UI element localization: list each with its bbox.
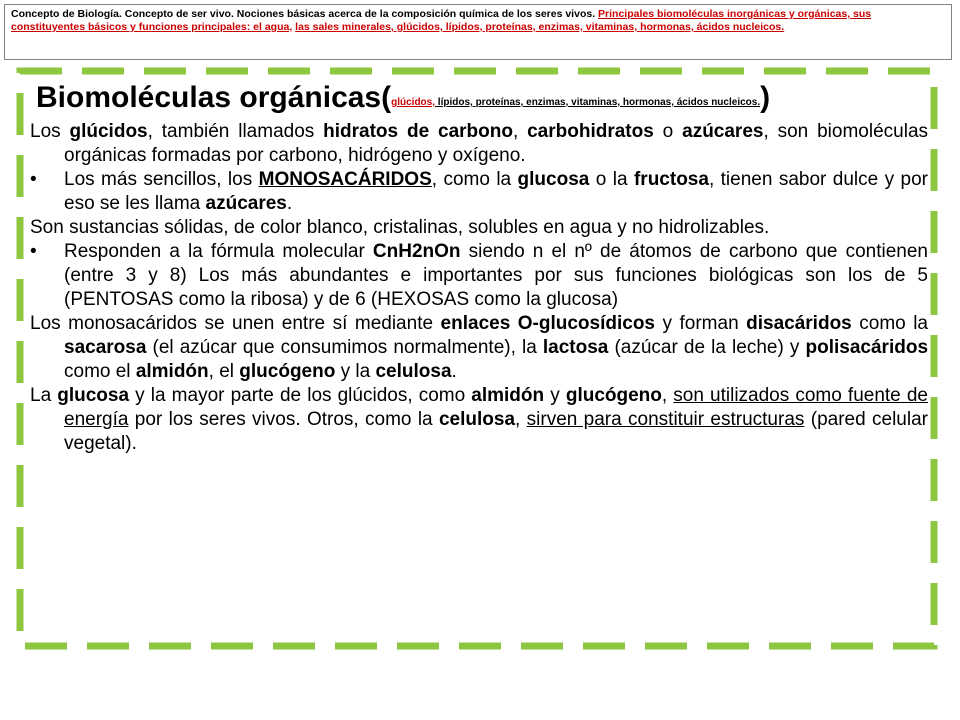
header-link-b[interactable]: las sales minerales [295,21,391,33]
bold-term: glucosa [517,169,590,190]
bold-term: polisacáridos [805,337,929,358]
text: como la [851,313,928,334]
bullet-formula [30,240,928,312]
text: , son biomoléculas orgánicas formadas por carbono, hidrógeno y oxígeno. [64,121,929,166]
header-link-c[interactable]: , glúcidos, lípidos, proteínas, enzimas, vitaminas, hormonas, ácidos nucleicos. [390,21,785,33]
text: como el [64,361,136,382]
bold-term: hidratos de carbono [323,121,513,142]
bold-term: azúcares [682,121,764,142]
bold-term: glucosa [57,385,130,406]
bullet-dot: • [30,169,37,190]
bold-term: almidón [135,361,209,382]
text: , el [208,361,240,382]
bullet-dot: • [30,241,37,262]
bold-term: glucógeno [565,385,662,406]
title-close: ) [760,81,771,114]
bold-term: enlaces O-glucosídicos [440,313,656,334]
header-plain-text: Concepto de Biología. Concepto de ser vivo. Nociones básicas acerca de la composición química de los seres vivos. [11,8,596,20]
bold-term: celulosa [438,409,516,430]
text: Son sustancias sólidas, de color blanco, cristalinas, solubles en agua y no hidrolizables. [30,217,770,238]
bold-term: fructosa [633,169,709,190]
text: . [286,193,293,214]
bold-term: lactosa [542,337,609,358]
text: (pared celular vegetal). [64,409,928,454]
text: y forman [655,313,747,334]
bold-term: carbohidratos [527,121,654,142]
slide-body [30,120,928,456]
title-link-rest[interactable]: lípidos, proteínas, enzimas, vitaminas, hormonas, ácidos nucleicos. [435,97,761,108]
bold-term: sacarosa [64,337,147,358]
paragraph-enlaces [30,312,928,384]
header-link-a[interactable]: Principales biomoléculas inorgánicas y orgánicas, sus constituyentes básicos y funciones principales: el agua, [11,8,872,33]
text: , también llamados [147,121,324,142]
text: (el azúcar que consumimos normalmente), la [146,337,543,358]
text: La [30,385,58,406]
text: Los monosacáridos se unen entre sí mediante [30,313,441,334]
bold-term: CnH2nOn [372,241,461,262]
bold-term: glucógeno [239,361,336,382]
text: por los seres vivos. Otros, como la [128,409,439,430]
paragraph-propiedades [30,216,928,240]
bold-term: celulosa [375,361,452,382]
bullet-monosacaridos [30,168,928,216]
title-subtopics [391,97,760,108]
text: , [512,121,528,142]
bold-term: almidón [471,385,545,406]
text: y la [335,361,376,382]
underlined-text: sirven para constituir estructuras [526,409,805,430]
text: o [653,121,683,142]
text: , [515,409,527,430]
text: y [544,385,566,406]
title-main: Biomoléculas orgánicas( [36,81,392,114]
text: o la [589,169,634,190]
text: Los [30,121,70,142]
bold-underlined-term: MONOSACÁRIDOS [258,169,432,190]
bold-term: glúcidos [69,121,148,142]
text: (azúcar de la leche) y [608,337,806,358]
text: , tienen sabor dulce y por eso se les llama [64,169,928,214]
text: , [661,385,674,406]
bold-term: azúcares [205,193,287,214]
text: Responden a la fórmula molecular [64,241,373,262]
text: y la mayor parte de los glúcidos, como [129,385,472,406]
text: . [451,361,457,382]
text: siendo n el nº de átomos de carbono que contienen (entre 3 y 8) Los más abundantes e importantes por sus funciones biológicas son los de 5 (PENTOSAS como la ribosa) y de 6 (HEXOSAS como la glucosa) [64,241,928,310]
bold-term: disacáridos [746,313,852,334]
paragraph-glucidos [30,120,928,168]
title-link-glucidos[interactable]: glúcidos, [391,97,436,108]
paragraph-funciones [30,384,928,456]
text: , como la [431,169,518,190]
underlined-text: son utilizados como fuente de energía [64,385,928,430]
text: Los más sencillos, los [64,169,259,190]
